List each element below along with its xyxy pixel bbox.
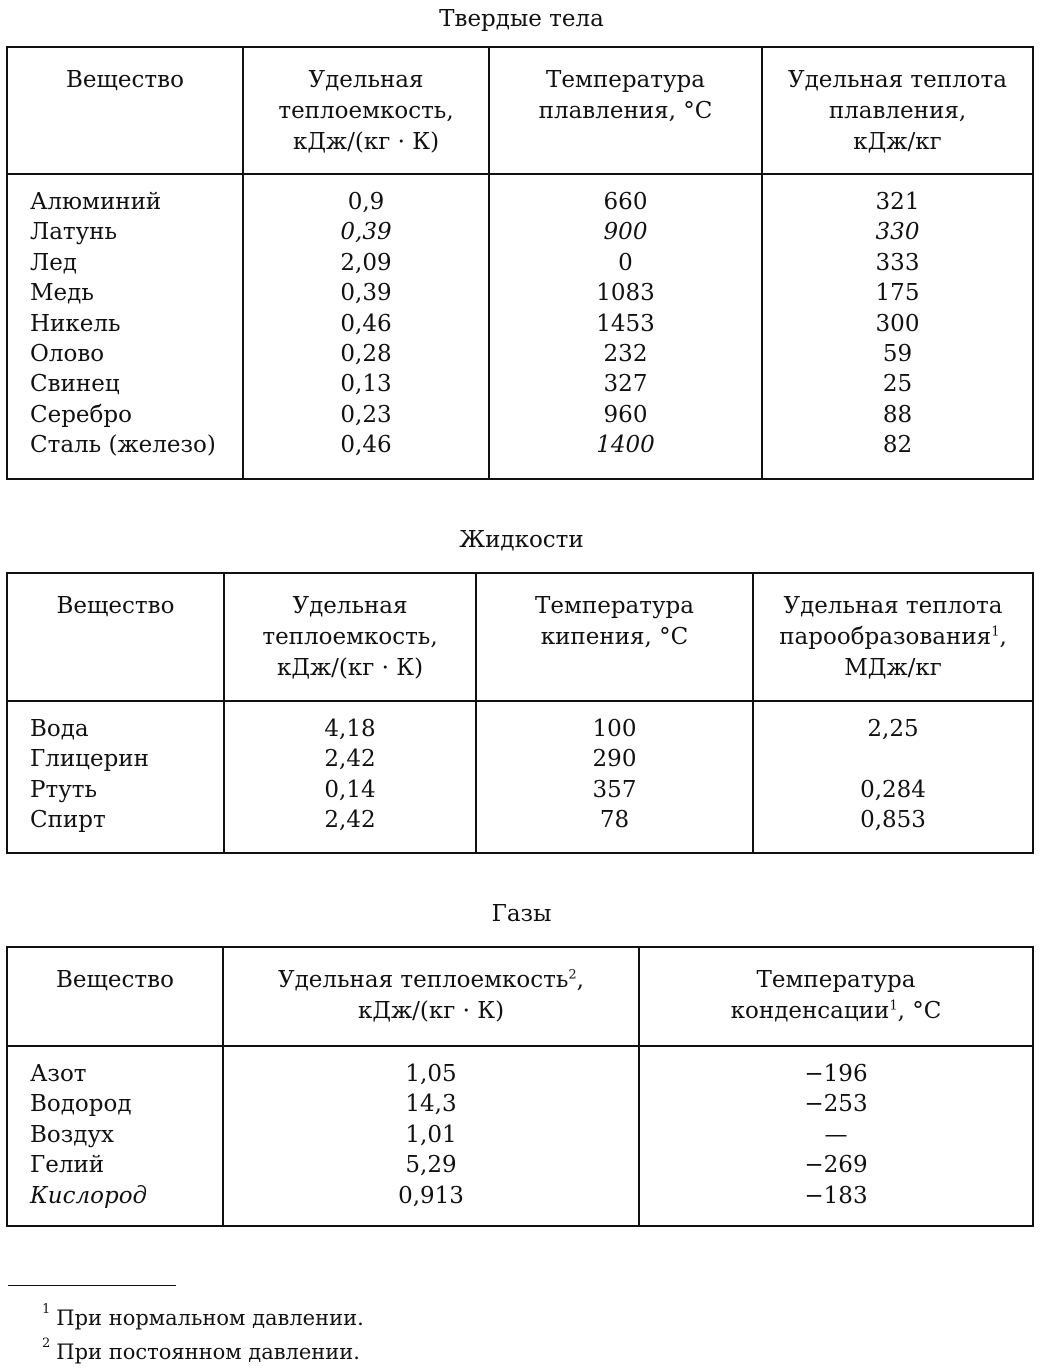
table-cell: 0,853 (860, 807, 926, 834)
table-cell: 0,13 (340, 371, 392, 398)
table-cell: 330 (875, 219, 920, 246)
liquids-header-row (7, 573, 1033, 701)
solids-fusion-values (762, 174, 1033, 479)
table-cell: Никель (30, 310, 121, 337)
table-cell (754, 744, 1032, 774)
footnote-1-marker: 1 (991, 624, 1000, 640)
solids-specific-heat-values (243, 174, 489, 479)
table-cell: 333 (875, 249, 920, 276)
liquids-title: Жидкости (459, 527, 584, 553)
gases-specific-heat-values (223, 1046, 639, 1226)
table-cell: 321 (875, 189, 920, 215)
table-cell: 357 (592, 776, 637, 803)
table-cell: Лед (30, 249, 77, 276)
header-substance: Вещество (7, 573, 224, 701)
table-cell: 1,01 (405, 1121, 457, 1148)
header-specific-heat: Удельная теплоемкость, кДж/(кг · К) (224, 573, 476, 701)
table-cell: Ртуть (30, 776, 97, 803)
table-cell: −269 (804, 1152, 868, 1179)
table-cell: Гелий (30, 1152, 105, 1179)
footnote-1-mark: 1 (42, 1302, 51, 1317)
liquids-table (6, 572, 1034, 854)
table-cell: −183 (804, 1182, 868, 1209)
table-cell: 88 (882, 401, 913, 428)
table-cell: 0,46 (340, 432, 392, 459)
table-cell: 2,25 (867, 716, 919, 742)
footnote-2: $^2$ При постоянном давлении. (42, 1336, 360, 1364)
table-cell: 4,18 (324, 716, 376, 742)
header-substance: Вещество (7, 47, 243, 174)
table-cell: 660 (603, 189, 648, 215)
table-cell: 0 (618, 249, 633, 276)
table-cell: 0,14 (324, 776, 376, 803)
table-cell: Алюминий (30, 189, 162, 215)
table-cell: 1083 (596, 280, 655, 307)
liquids-body-row (7, 701, 1033, 853)
gases-body-row (7, 1046, 1033, 1226)
table-cell: Сталь (железо) (30, 432, 216, 459)
solids-table (6, 46, 1034, 480)
gases-header-row (7, 947, 1033, 1046)
header-heat-of-fusion: Удельная теплота плавления, кДж/кг (762, 47, 1033, 174)
table-cell: 100 (592, 716, 637, 742)
table-cell: 0,284 (860, 776, 926, 803)
solids-names (7, 174, 243, 479)
table-cell: 0,28 (340, 341, 392, 368)
table-cell: 0,39 (340, 280, 392, 307)
solids-melting-values (489, 174, 762, 479)
header-specific-heat: Удельная теплоемкость$^2$, кДж/(кг · К) (223, 947, 639, 1046)
table-cell: 232 (603, 341, 648, 368)
table-cell: Вода (30, 716, 89, 742)
table-cell: 82 (882, 432, 913, 459)
liquids-names (7, 701, 224, 853)
footnote-1-marker: 1 (889, 998, 898, 1014)
table-cell: 175 (875, 280, 920, 307)
table-cell: Глицерин (30, 746, 149, 773)
table-cell: 2,42 (324, 807, 376, 834)
solids-title: Твердые тела (439, 6, 604, 32)
gases-table (6, 946, 1034, 1227)
header-heat-of-vaporization: Удельная теплота парообразования$^1$, МДж/кг (753, 573, 1033, 701)
liquids-boiling-values (476, 701, 753, 853)
table-cell: Воздух (30, 1121, 114, 1148)
table-cell: Кислород (30, 1182, 148, 1209)
table-cell: 0,23 (340, 401, 392, 428)
table-cell: Азот (30, 1061, 87, 1087)
table-cell: 0,9 (347, 189, 385, 215)
table-cell: 59 (882, 341, 913, 368)
header-specific-heat: Удельная теплоемкость, кДж/(кг · К) (243, 47, 489, 174)
footnote-divider (8, 1285, 176, 1286)
footnote-2-marker: 2 (568, 967, 577, 983)
table-cell: 1453 (596, 310, 655, 337)
gases-names (7, 1046, 223, 1226)
footnote-2-mark: 2 (42, 1336, 51, 1351)
table-cell: — (824, 1121, 848, 1148)
table-cell: 290 (592, 746, 637, 773)
table-cell: Спирт (30, 807, 106, 834)
footnote-1: $^1$ При нормальном давлении. (42, 1302, 364, 1330)
table-cell: 960 (603, 401, 648, 428)
table-cell: 300 (875, 310, 920, 337)
table-cell: Олово (30, 341, 105, 368)
table-cell: Серебро (30, 401, 132, 428)
header-melting-temperature: Температура плавления, °С (489, 47, 762, 174)
table-cell: 900 (603, 219, 648, 246)
table-cell: Медь (30, 280, 94, 307)
table-cell: Свинец (30, 371, 120, 398)
table-cell: 0,39 (340, 219, 392, 246)
table-cell: 327 (603, 371, 648, 398)
table-cell: Латунь (30, 219, 118, 246)
header-boiling-temperature: Температура кипения, °С (476, 573, 753, 701)
gases-title: Газы (491, 901, 552, 927)
liquids-vaporization-values (753, 701, 1033, 853)
table-cell: 0,913 (398, 1182, 464, 1209)
table-cell: −196 (804, 1061, 868, 1087)
table-cell: Водород (30, 1091, 132, 1118)
table-cell: 2,42 (324, 746, 376, 773)
table-cell: 1400 (596, 432, 655, 459)
table-cell: 5,29 (405, 1152, 457, 1179)
table-cell: −253 (804, 1091, 868, 1118)
table-cell: 1,05 (405, 1061, 457, 1087)
solids-body-row (7, 174, 1033, 479)
liquids-specific-heat-values (224, 701, 476, 853)
table-cell: 14,3 (405, 1091, 457, 1118)
gases-condensation-values (639, 1046, 1033, 1226)
solids-header-row (7, 47, 1033, 174)
table-cell: 25 (882, 371, 913, 398)
table-cell: 0,46 (340, 310, 392, 337)
header-substance: Вещество (7, 947, 223, 1046)
table-cell: 2,09 (340, 249, 392, 276)
table-cell: 78 (599, 807, 630, 834)
header-condensation-temperature: Температура конденсации$^1$, °С (639, 947, 1033, 1046)
